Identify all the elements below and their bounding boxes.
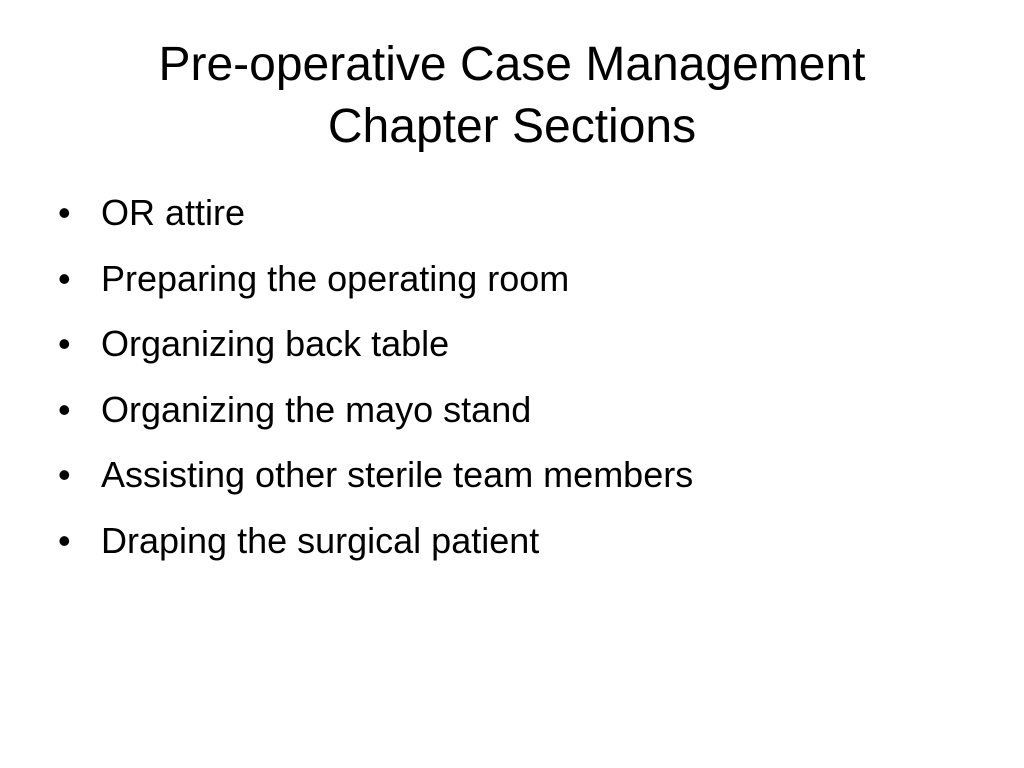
bullet-text: Organizing the mayo stand <box>101 388 532 430</box>
list-item <box>56 311 976 377</box>
bullet-icon: • <box>58 257 71 299</box>
bullet-icon: • <box>58 323 71 364</box>
bullet-list <box>56 180 976 573</box>
bullet-icon: • <box>58 388 71 430</box>
bullet-text: Organizing back table <box>101 323 450 364</box>
bullet-text: OR attire <box>101 192 246 233</box>
bullet-icon: • <box>58 519 71 561</box>
bullet-icon: • <box>58 192 71 233</box>
slide-title-line-2: Chapter Sections <box>327 100 697 153</box>
list-item <box>56 246 976 312</box>
slide-title-line-1: Pre-operative Case Management <box>158 38 866 91</box>
list-item <box>56 442 976 508</box>
bullet-text: Draping the surgical patient <box>101 519 540 561</box>
list-item <box>56 508 976 574</box>
slide-title <box>51 34 973 158</box>
list-item <box>56 377 976 443</box>
bullet-text: Assisting other sterile team members <box>101 454 694 495</box>
bullet-icon: • <box>58 454 71 495</box>
bullet-text: Preparing the operating room <box>101 257 570 299</box>
list-item <box>56 180 976 246</box>
